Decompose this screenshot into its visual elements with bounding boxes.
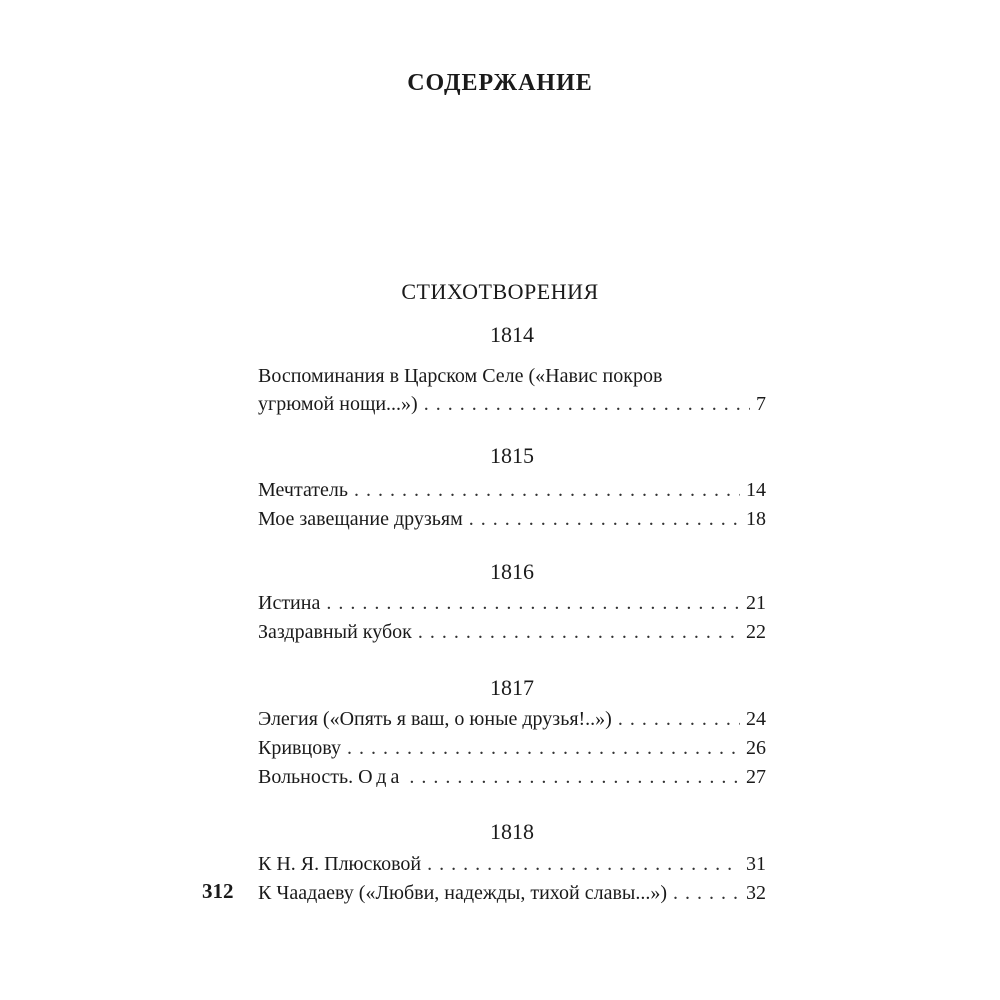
toc-entry — [258, 763, 766, 791]
toc-entry-title: Мое завещание друзьям — [258, 508, 463, 530]
year-heading: 1814 — [490, 322, 534, 347]
toc-entry-title: Заздравный кубок — [258, 621, 412, 643]
toc-entry-title-genre: Ода — [358, 766, 404, 788]
toc-entry — [258, 705, 766, 733]
dot-leader — [427, 850, 740, 878]
toc-entry-title: К Чаадаеву («Любви, надежды, тихой славы...») — [258, 882, 667, 904]
toc-entry-page: 26 — [746, 737, 766, 759]
toc-entry-title-line: Воспоминания в Царском Селе («Навис покров — [258, 365, 663, 387]
toc-entry-page: 7 — [756, 393, 766, 415]
toc-entry — [258, 589, 766, 617]
toc-entry-title: Мечтатель — [258, 479, 349, 501]
toc-entry — [258, 390, 766, 418]
dot-leader — [347, 734, 740, 762]
toc-entry-title: Истина — [258, 592, 321, 614]
toc-entry — [258, 618, 766, 646]
toc-entry-title: К Н. Я. Плюсковой — [258, 853, 422, 875]
dot-leader — [418, 618, 740, 646]
toc-entry-page: 21 — [746, 592, 766, 614]
page-number: 312 — [202, 879, 234, 903]
toc-entry — [258, 879, 766, 907]
dot-leader — [354, 476, 740, 504]
toc-entry-title: Элегия («Опять я ваш, о юные друзья!..») — [258, 708, 612, 730]
toc-entry-page: 18 — [746, 508, 766, 530]
toc-entry-title: угрюмой нощи...») — [258, 393, 418, 415]
year-heading: 1818 — [490, 819, 534, 844]
toc-entry — [258, 476, 766, 504]
dot-leader — [673, 879, 740, 907]
toc-entry-page: 24 — [746, 708, 766, 730]
toc-entry-title — [258, 763, 403, 791]
toc-entry-title: Кривцову — [258, 737, 341, 759]
toc-entry-page: 22 — [746, 621, 766, 643]
dot-leader — [618, 705, 740, 733]
dot-leader — [409, 763, 740, 791]
toc-entry-title-main: Вольность. — [258, 766, 354, 788]
dot-leader — [424, 390, 750, 418]
year-heading: 1816 — [490, 559, 534, 584]
toc-entry-page: 31 — [746, 853, 766, 875]
toc-entry-page: 14 — [746, 479, 766, 501]
section-heading: СТИХОТВОРЕНИЯ — [401, 279, 599, 304]
toc-entry-page: 27 — [746, 766, 766, 788]
toc-entry — [258, 850, 766, 878]
toc-entry-page: 32 — [746, 882, 766, 904]
toc-entry — [258, 505, 766, 533]
year-heading: 1815 — [490, 443, 534, 468]
page-title: СОДЕРЖАНИЕ — [407, 70, 593, 96]
dot-leader — [469, 505, 740, 533]
dot-leader — [326, 589, 740, 617]
toc-entry — [258, 734, 766, 762]
year-heading: 1817 — [490, 675, 534, 700]
